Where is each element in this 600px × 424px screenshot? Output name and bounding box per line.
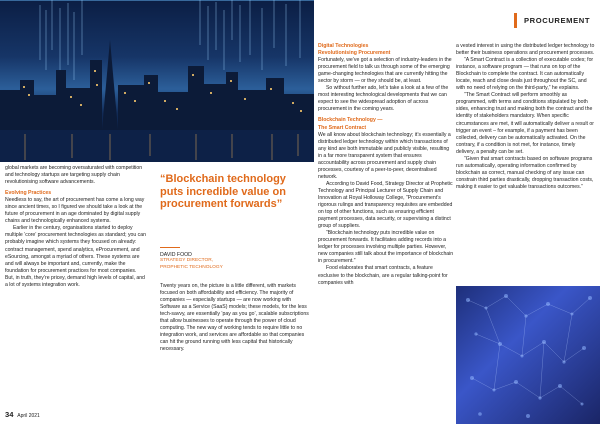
col4-paragraph: a vested interest in using the distributed ledger technology to better their business operations and procurement processes. <box>456 43 595 57</box>
col4-paragraph: “Given that smart contracts based on software programs run automatically, operating information confirmed by blockchain as correct, manual checking of any issue can constrain third parties drastically, dropping transaction costs, making it easier to get valuable transactions outcomes.” <box>456 155 594 190</box>
skyline-illustration <box>0 0 314 162</box>
col4-paragraph: “A Smart Contract is a collection of executable codes; for instance, a software program — that runs on top of the Blockchain to complete the contract. It can automatically locate, reach and close deals just throughout the SC, and with no need of relying on the third-party,” he explains. <box>456 57 594 92</box>
issue-date: April 2021 <box>17 413 40 419</box>
author-name: DAVID FOOD <box>160 252 192 258</box>
article-column-3 <box>318 43 454 287</box>
col1-paragraph: Needless to say, the art of procurement has come a long way since ancient times, so I figured we should take a look at the future of procurement in an age dominated by digital supply chains and technologically enhanced systems. <box>5 197 145 225</box>
author-role: STRATEGY DIRECTOR, <box>160 258 214 264</box>
section-tag: PROCUREMENT <box>514 13 600 28</box>
col3-paragraph: Food elaborates that smart contracts, a feature exclusive to the blockchain, are a regular talking-point for companies with <box>318 265 448 286</box>
col3-paragraph: Fortunately, we’ve got a selection of industry-leaders in the procurement field to talk us through some of the emerging game-changing technologies that are currently hitting the sector by storm — or they should be, at least. <box>318 57 452 85</box>
article-column-4 <box>456 43 595 191</box>
col1-intro: global markets are becoming oversaturated with competition and technology startups are targeting supply chain revolutionising software advancements. <box>5 165 143 186</box>
page-number: 34 <box>5 410 14 419</box>
col3-paragraph: So without further ado, let’s take a look at a few of the most interesting technological developments that we can expect to see the widespread adoption of across procurement in the coming years. <box>318 85 449 113</box>
page-footer <box>5 410 40 419</box>
col2-paragraph: Twenty years on, the picture is a little different, with markets focused on both affordability and efficiency. The majority of companies — especially startups — are now working with Software as a Service (SaaS) models; these models, for the less tech-savvy, are essentially ‘pay as you go’, scalable subscriptions that allow businesses to operate through the power of cloud computing. The new way of working tends to require little to no integration work, and services are affordable so that companies can hit the ground running with less capital that historically necessary. <box>160 283 309 353</box>
subhead-smart-contract: The Smart Contract <box>318 124 367 131</box>
article-column-2 <box>160 283 310 353</box>
col1-paragraph: Earlier in the century, organisations started to deploy multiple ‘core’ procurement technologies as standard; you can probably imagine which systems they focused on already: contract management, spend analytics, eProcurement, and eSourcing, amongst a myriad of others. These systems are and will always be important and, currently, make the foundation for procurement practices for most companies. But, in truth, they’re pricey, demand high levels of capital, and a lot of systems integration work. <box>5 225 146 288</box>
subhead-blockchain: Blockchain Technology — <box>318 117 383 124</box>
circuit-illustration <box>456 286 600 424</box>
pull-quote-attribution <box>160 252 223 271</box>
col3-paragraph: According to David Food, Strategy Director at Prophetic Technology and Principal Lecturer of Supply Chain and Innovation at Royal Holloway College, “Procurement’s rigorous rulings and transparency requisites are embedded on top of other functions, such as ensuring efficient payment processes, data security, or supervising a distinct group of suppliers. <box>318 180 453 230</box>
subhead-digital-technologies: Digital Technologies <box>318 43 369 49</box>
col3-paragraph: “Blockchain technology puts incredible value on procurement forwards. It facilitates adding records into a ledger for processes involving multiple parties. However, new companies still talk about the importance of blockchain in procurement.” <box>318 230 454 265</box>
pull-quote-divider <box>160 247 180 248</box>
article-column-1 <box>5 165 146 289</box>
hero-city-skyline-image <box>0 0 314 162</box>
digital-network-image <box>456 286 600 424</box>
author-company: PROPHETIC TECHNOLOGY <box>160 264 223 270</box>
pull-quote: “Blockchain technology puts incredible value on procurement forwards” <box>160 173 286 211</box>
col3-paragraph: We all know about blockchain technology; it’s essentially a distributed ledger technology within which transactions of any kind are both immutable and publicly visible, resulting in a far more transparent system that ensures accountability across procurement and supply chain processes, courtesy of a peer-to-peer, decentralised network. <box>318 131 451 180</box>
subhead-evolving-practices: Evolving Practices <box>5 190 52 197</box>
col4-paragraph: “The Smart Contract will perform smoothly as programmed, with terms and conditions stipulated by both sides, enhancing trust and making both the contract and the identity of stakeholders mandatory. When specific circumstances are met, it will automatically deliver a result or trigger an event – for example, if a payment has been collected, delivery can be automatically activated. On the contrary, if a condition is not met, for instance, timely delivery, a penalty can be set. <box>456 92 594 155</box>
subhead-revolutionising-procurement: Revolutionising Procurement <box>318 50 391 57</box>
